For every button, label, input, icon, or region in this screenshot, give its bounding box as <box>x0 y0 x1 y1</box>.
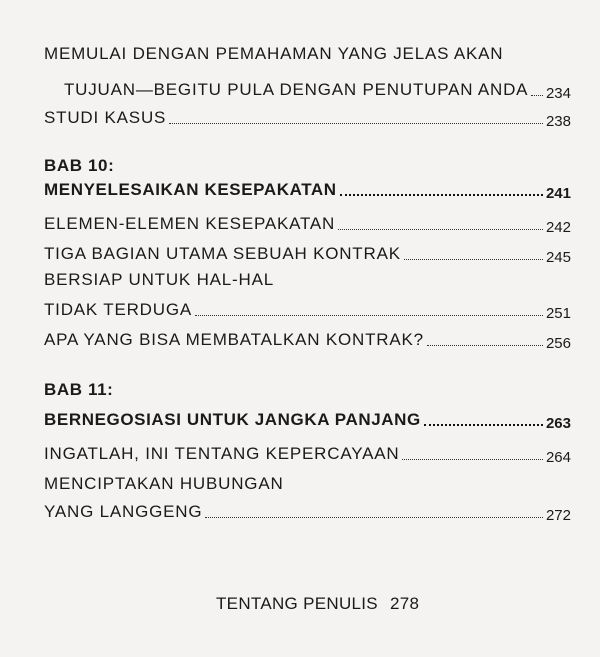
toc-entry-label: TIDAK TERDUGA <box>44 300 192 319</box>
toc-entry <box>44 244 571 264</box>
toc-entry-label: YANG LANGGENG <box>44 502 203 521</box>
chapter-10-title <box>44 180 571 200</box>
page-number: 245 <box>545 249 571 266</box>
toc-entry-label: TIGA BAGIAN UTAMA SEBUAH KONTRAK <box>44 244 401 263</box>
toc-entry-label: TENTANG PENULIS <box>216 594 378 613</box>
dot-leader <box>205 516 543 518</box>
toc-entry <box>44 214 571 234</box>
page-number: 278 <box>389 594 420 613</box>
page-number: 241 <box>545 185 571 202</box>
dot-leader <box>404 258 543 260</box>
dot-leader <box>424 423 543 426</box>
toc-entry <box>44 444 571 464</box>
toc-entry-tentang-penulis <box>216 594 419 614</box>
chapter-10-heading: BAB 10: <box>44 156 115 175</box>
toc-entry-label: TUJUAN—BEGITU PULA DENGAN PENUTUPAN ANDA <box>64 80 529 99</box>
toc-entry <box>44 330 571 350</box>
dot-leader <box>427 344 543 346</box>
toc-entry-continued-line1: MEMULAI DENGAN PEMAHAMAN YANG JELAS AKAN <box>44 44 504 63</box>
dot-leader <box>531 94 543 96</box>
page-number: 264 <box>545 449 571 466</box>
dot-leader <box>402 458 543 460</box>
chapter-title-label: BERNEGOSIASI UNTUK JANGKA PANJANG <box>44 410 421 429</box>
toc-entry-studi-kasus <box>44 108 571 128</box>
page-number: 251 <box>545 305 571 322</box>
chapter-11-heading: BAB 11: <box>44 380 114 399</box>
chapter-title-label: MENYELESAIKAN KESEPAKATAN <box>44 180 337 199</box>
toc-entry-label: STUDI KASUS <box>44 108 167 127</box>
toc-entry <box>44 300 571 320</box>
page-number: 238 <box>545 113 571 130</box>
page-number: 272 <box>545 507 571 524</box>
page-number: 242 <box>545 219 571 236</box>
dot-leader <box>169 122 543 124</box>
dot-leader <box>195 314 543 316</box>
toc-entry-line1: MENCIPTAKAN HUBUNGAN <box>44 474 284 493</box>
toc-entry-continued <box>64 80 571 100</box>
toc-entry <box>44 502 571 522</box>
toc-entry-line1: BERSIAP UNTUK HAL-HAL <box>44 270 274 289</box>
toc-entry-label: INGATLAH, INI TENTANG KEPERCAYAAN <box>44 444 400 463</box>
page-number: 256 <box>545 335 571 352</box>
dot-leader <box>340 193 543 196</box>
chapter-11-title <box>44 410 571 430</box>
toc-entry-label: APA YANG BISA MEMBATALKAN KONTRAK? <box>44 330 424 349</box>
dot-leader <box>338 228 543 230</box>
page-number: 263 <box>545 415 571 432</box>
page-number: 234 <box>545 85 571 102</box>
toc-entry-label: ELEMEN-ELEMEN KESEPAKATAN <box>44 214 336 233</box>
